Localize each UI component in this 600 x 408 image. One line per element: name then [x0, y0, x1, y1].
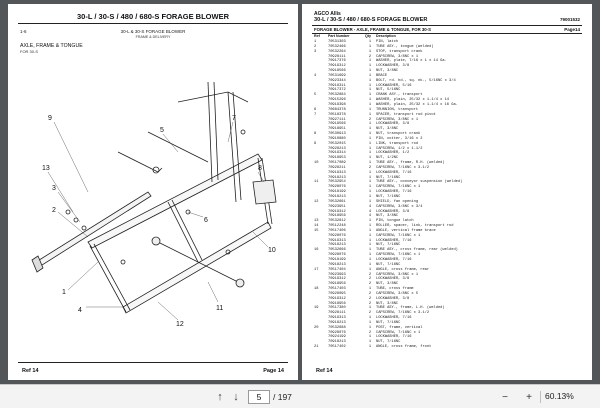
footer-ref: Ref 14 — [22, 368, 39, 374]
row-ref: 18 — [314, 287, 319, 292]
row-ref: 20 — [314, 325, 319, 330]
row-qty: 1 — [368, 170, 372, 175]
row-qty: 1 — [368, 185, 372, 190]
row-qty: 1 — [368, 180, 372, 185]
row-qty: 2 — [368, 277, 372, 282]
row-description: CAPSCREW, 3/8NC x 1 — [376, 117, 419, 122]
row-qty: 1 — [368, 262, 372, 267]
row-description: TUBE ASY., cross frame, rear (welded) — [376, 248, 458, 253]
row-part-number: 70917376 — [328, 59, 346, 64]
row-description: TUBE ASY., frame, R.H. (welded) — [376, 161, 445, 166]
arrow-down-icon[interactable]: ↓ — [233, 391, 239, 403]
page-number-input[interactable]: 5 — [248, 390, 270, 404]
row-part-number: 70919313 — [328, 238, 346, 243]
row-description: CAPSCREW, 7/16NC x 3-1/2 — [376, 311, 430, 316]
row-ref: 14 — [314, 224, 319, 229]
row-part-number: 70530913 — [328, 132, 346, 137]
row-part-number: 70518378 — [328, 112, 346, 117]
row-qty: 1 — [368, 59, 372, 64]
row-part-number: 70517089 — [328, 161, 346, 166]
row-qty: 1 — [368, 161, 372, 166]
row-qty: 1 — [368, 219, 372, 224]
row-qty: 1 — [368, 325, 372, 330]
row-description: ROLLER, spacer, link, transport rod — [376, 224, 454, 229]
row-description: LOCKWASHER, 7/16 — [376, 316, 412, 321]
row-part-number: 70531303 — [328, 40, 346, 44]
subtitle: 30-L & 30-S FORAGE BLOWER — [120, 29, 186, 34]
row-part-number: 70924199 — [328, 335, 346, 340]
row-qty: 1 — [368, 107, 372, 112]
row-qty: 2 — [368, 301, 372, 306]
row-qty: 1 — [368, 98, 372, 103]
row-qty: 2 — [368, 54, 372, 59]
row-description: TUBE ASY., conveyor suspension (welded) — [376, 180, 463, 185]
header-rule-2 — [312, 33, 582, 34]
row-part-number: 70918213 — [328, 262, 346, 267]
row-qty: 1 — [368, 132, 372, 137]
page-total: / 197 — [273, 392, 292, 402]
row-description: LOCKWASHER, 7/16 — [376, 238, 412, 243]
row-ref: 2 — [314, 44, 317, 49]
row-qty: 2 — [368, 165, 372, 170]
row-description: PIN, tongue latch — [376, 219, 414, 224]
row-part-number: 70927111 — [328, 117, 346, 122]
row-description: LOCKWASHER, 1/2 — [376, 151, 410, 156]
row-qty: 1 — [368, 340, 372, 345]
callout-label: 2 — [52, 207, 56, 214]
row-description: CAPSCREW, 7/16NC x 1 — [376, 253, 421, 258]
row-description: NUT, 7/16NC — [376, 340, 401, 345]
row-qty: 1 — [368, 127, 372, 132]
row-description: NUT, 7/16NC — [376, 262, 401, 267]
row-part-number: 70532661 — [328, 199, 346, 204]
callout-label: 3 — [52, 185, 56, 192]
row-description: TUBE ASY., frame, L.H. (welded) — [376, 306, 445, 311]
row-description: BOLT, rd. hd., sq. nk., 5/16NC x 3/4 — [376, 78, 456, 83]
row-part-number: 70928076 — [328, 233, 346, 238]
row-ref: 13 — [314, 219, 319, 224]
row-part-number: 70684378 — [328, 107, 346, 112]
row-description: TRUNNION, transport — [376, 107, 419, 112]
row-part-number: 70918199 — [328, 257, 346, 262]
row-description: LOCKWASHER, 7/16 — [376, 190, 412, 195]
row-part-number: 70919313 — [328, 170, 346, 175]
row-qty: 1 — [368, 49, 372, 54]
row-part-number: 70532666 — [328, 248, 346, 253]
row-description: POST, frame, vertical — [376, 325, 423, 330]
row-qty: 2 — [368, 272, 372, 277]
column-header-description: Description — [376, 34, 396, 38]
row-part-number: 70923993 — [328, 272, 346, 277]
row-part-number: 70923344 — [328, 78, 346, 83]
row-ref: 3 — [314, 49, 317, 54]
row-qty: 1 — [368, 228, 372, 233]
row-description: CAPSCREW, 3/8NC x 5 — [376, 291, 419, 296]
row-part-number: 70918213 — [328, 320, 346, 325]
row-part-number: 70532466 — [328, 44, 346, 49]
diagram-cross-front — [90, 246, 126, 312]
diagram-bolt-1 — [66, 210, 70, 214]
header-rule — [312, 25, 582, 26]
row-qty: 1 — [368, 40, 372, 44]
row-description: NUT, 3/8NC — [376, 301, 399, 306]
column-header-part: Part Number — [328, 34, 350, 38]
row-qty: 1 — [368, 112, 372, 117]
column-header-ref: Ref — [314, 34, 320, 38]
row-description: NUT, 1/2NC — [376, 156, 399, 161]
row-part-number: 70917372 — [328, 88, 346, 93]
row-description: LOCKWASHER, 3/8 — [376, 209, 410, 214]
row-description: NUT, 7/16NC — [376, 175, 401, 180]
row-description: CAPSCREW, 3/8NC x 1 — [376, 272, 419, 277]
row-description: ANGLE, vertical frame brace — [376, 228, 436, 233]
row-ref: 4 — [314, 73, 317, 78]
row-ref: 1 — [314, 40, 317, 44]
row-qty: 1 — [368, 195, 372, 199]
diagram-post-2 — [228, 92, 236, 202]
row-part-number: 70531699 — [328, 73, 346, 78]
row-part-number: 70919314 — [328, 151, 346, 156]
row-qty: 1 — [368, 141, 372, 146]
zoom-in-button[interactable]: + — [526, 391, 532, 403]
section-header: FORAGE BLOWER - AXLE, FRAME & TONGUE, FOR 30-S — [314, 27, 431, 32]
diagram-tongue — [36, 192, 151, 267]
row-part-number: 70928076 — [328, 185, 346, 190]
zoom-level[interactable]: 60.13% — [545, 391, 574, 401]
row-qty: 1 — [368, 306, 372, 311]
row-part-number: 70910880 — [328, 136, 346, 141]
row-ref: 10 — [314, 161, 319, 166]
row-qty: 1 — [368, 267, 372, 272]
row-ref: 21 — [314, 345, 319, 350]
callout-label: 8 — [258, 165, 262, 172]
row-description: ANGLE, cross frame, front — [376, 345, 432, 350]
viewer-toolbar — [0, 384, 600, 408]
row-ref: 11 — [314, 180, 319, 185]
diagram-post-2b — [233, 92, 241, 200]
footer-ref: Ref 14 — [316, 368, 333, 374]
row-description: LOCKWASHER, 7/16 — [376, 335, 412, 340]
row-qty: 1 — [368, 78, 372, 83]
row-part-number: 70928213 — [328, 146, 346, 151]
diagram-cross-mid — [168, 202, 198, 262]
row-qty: 2 — [368, 311, 372, 316]
row-description: ANGLE, cross frame, rear — [376, 267, 430, 272]
callout-label: 9 — [48, 115, 52, 122]
parts-table — [314, 40, 584, 350]
diagram-brace — [148, 132, 208, 162]
row-ref: 8 — [314, 132, 317, 137]
row-part-number: 70915296 — [328, 98, 346, 103]
row-part-number: 70928076 — [328, 253, 346, 258]
row-part-number: 70517406 — [328, 228, 346, 233]
row-qty: 1 — [368, 248, 372, 253]
row-part-number: 70532884 — [328, 93, 346, 98]
diagram-bolt-4 — [121, 260, 125, 264]
row-description: CAPSCREW, 7/16NC x 1 — [376, 185, 421, 190]
row-qty: 1 — [368, 345, 372, 350]
section-subtitle: FOR 30-S — [20, 49, 39, 54]
row-description: WASHER, plain, 25/32 x 1-1/4 x 16 Ga. — [376, 102, 458, 107]
diagram-cross-front-2 — [94, 244, 130, 310]
row-description: NUT, 3/8NC — [376, 282, 399, 287]
arrow-up-icon[interactable]: ↑ — [217, 391, 223, 403]
row-qty: 1 — [368, 257, 372, 262]
row-part-number: 70918213 — [328, 243, 346, 248]
callout-label: 10 — [268, 247, 276, 254]
row-part-number: 70918953 — [328, 156, 346, 161]
row-part-number: 70918213 — [328, 175, 346, 180]
row-description: CAPSCREW, 7/16NC x 3-1/2 — [376, 165, 430, 170]
callout-label: 12 — [176, 321, 184, 328]
row-qty: 1 — [368, 316, 372, 321]
row-description: LOCKWASHER, 3/8 — [376, 277, 410, 282]
row-part-number: 70532264 — [328, 49, 346, 54]
row-description: LOCKWASHER, 5/16 — [376, 83, 412, 88]
callout-label: 5 — [160, 127, 164, 134]
row-qty: 1 — [368, 190, 372, 195]
row-part-number: 70919566 — [328, 122, 346, 127]
row-ref: 9 — [314, 141, 317, 146]
row-description: LINK, transport rod — [376, 141, 419, 146]
row-qty: 4 — [368, 204, 372, 209]
zoom-out-button[interactable]: − — [502, 391, 508, 403]
row-part-number: 70918956 — [328, 282, 346, 287]
row-description: CRANK ASY., transport — [376, 93, 423, 98]
row-ref: 16 — [314, 248, 319, 253]
row-part-number: 70919312 — [328, 64, 346, 69]
row-qty: 1 — [368, 44, 372, 49]
diagram-suspension — [178, 92, 248, 102]
row-ref: 6 — [314, 107, 317, 112]
row-description: NUT, 5/16NC — [376, 88, 401, 93]
row-description: NUT, 7/16NC — [376, 243, 401, 248]
row-qty: 1 — [368, 93, 372, 98]
row-description: LOCKWASHER, 3/8 — [376, 64, 410, 69]
row-part-number: 70918956 — [328, 214, 346, 219]
row-part-number: 70532812 — [328, 219, 346, 224]
row-description: SHIELD, fan opening — [376, 199, 419, 204]
row-qty: 1 — [368, 287, 372, 292]
row-description: CAPSCREW, 7/16NC x 1 — [376, 233, 421, 238]
row-qty: 2 — [368, 117, 372, 122]
row-description: NUT, 3/8NC — [376, 214, 399, 219]
row-description: CAPSCREW, 3/8NC x 3/4 — [376, 204, 423, 209]
row-part-number: 70923951 — [328, 204, 346, 209]
page-title: 30-L / 30-S / 480 / 680-S FORAGE BLOWER — [77, 12, 229, 21]
callout-label: 7 — [232, 115, 236, 122]
callout-label: 11 — [216, 305, 224, 312]
row-qty: 1 — [368, 83, 372, 88]
row-qty: 2 — [368, 282, 372, 287]
title-rule — [18, 23, 288, 24]
row-part-number: 70918951 — [328, 127, 346, 132]
row-qty: 4 — [368, 209, 372, 214]
row-part-number: 70919312 — [328, 277, 346, 282]
row-qty: 1 — [368, 146, 372, 151]
row-qty: 1 — [368, 253, 372, 258]
diagram-wheel-hub-1 — [152, 237, 160, 245]
row-part-number: 70919312 — [328, 296, 346, 301]
toolbar-separator — [540, 391, 541, 403]
section-code: 1-6 — [20, 29, 27, 34]
row-ref: 15 — [314, 228, 319, 233]
row-description: LOCKWASHER, 7/16 — [376, 170, 412, 175]
row-qty: 1 — [368, 199, 372, 204]
row-qty: 1 — [368, 238, 372, 243]
row-qty: 1 — [368, 88, 372, 93]
document-number: 79001532 — [559, 17, 580, 22]
row-description: TUBE ASY., tongue (welded) — [376, 44, 434, 49]
subtitle-secondary: FRAME & DELIVERY — [135, 35, 171, 39]
callout-label: 13 — [42, 165, 50, 172]
page-title: 30-L / 30-S / 480 / 680-S FORAGE BLOWER — [314, 17, 428, 23]
row-description: LOCKWASHER, 7/16 — [376, 257, 412, 262]
row-qty: 2 — [368, 330, 372, 335]
row-part-number: 70928211 — [328, 165, 346, 170]
diagram-crank — [118, 152, 162, 172]
row-part-number: 70919313 — [328, 316, 346, 321]
row-qty: 2 — [368, 291, 372, 296]
page-diagram — [8, 4, 298, 380]
row-part-number: 70928095 — [328, 291, 346, 296]
row-qty: 1 — [368, 224, 372, 229]
brand-label: AGCO Allis — [314, 11, 341, 17]
row-qty: 1 — [368, 243, 372, 248]
table-row — [314, 345, 584, 350]
row-part-number: 70517402 — [328, 345, 346, 350]
row-description: NUT, 3/8NC — [376, 127, 399, 132]
row-part-number: 70918213 — [328, 195, 346, 199]
row-description: TUBE, cross frame — [376, 287, 414, 292]
row-part-number: 70918199 — [328, 190, 346, 195]
row-description: STOP, transport crank — [376, 49, 423, 54]
row-part-number: 70919312 — [328, 209, 346, 214]
diagram-wheel-hub-2 — [236, 279, 244, 287]
page-navigation — [212, 388, 320, 406]
row-description: CAPSCREW, 1/2 x 1-1/2 — [376, 146, 423, 151]
row-description: WASHER, plain, 25/32 x 1-1/4 x 14 — [376, 98, 450, 103]
page-label: Page14 — [564, 27, 580, 32]
row-description: SPACER, transport rod pivot — [376, 112, 436, 117]
row-qty: 1 — [368, 64, 372, 69]
row-qty: 1 — [368, 320, 372, 325]
row-part-number: 70517404 — [328, 267, 346, 272]
row-part-number: 70532688 — [328, 325, 346, 330]
row-description: PIN, latch — [376, 40, 399, 44]
row-description: NUT, transport crank — [376, 132, 421, 137]
row-qty: 1 — [368, 233, 372, 238]
row-ref: 17 — [314, 267, 319, 272]
callout-label: 4 — [78, 307, 82, 314]
row-qty: 1 — [368, 335, 372, 340]
row-description: CAPSCREW, 3/8NC x 1 — [376, 54, 419, 59]
row-qty: 1 — [368, 156, 372, 161]
footer-page: Page 14 — [263, 368, 284, 374]
diagram-bolt-3 — [82, 226, 86, 230]
section-title: AXLE, FRAME & TONGUE — [20, 43, 83, 49]
row-part-number: 70928111 — [328, 311, 346, 316]
row-part-number: 70918213 — [328, 340, 346, 345]
row-part-number: 70517403 — [328, 287, 346, 292]
row-description: NUT, 7/16NC — [376, 195, 401, 199]
exploded-parts-diagram — [28, 62, 283, 332]
row-part-number: 70918956 — [328, 301, 346, 306]
row-part-number: 70512248 — [328, 224, 346, 229]
row-ref: 5 — [314, 93, 317, 98]
row-part-number: 70919311 — [328, 83, 346, 88]
row-description: LOCKWASHER, 3/8 — [376, 296, 410, 301]
row-description: BRACE — [376, 73, 388, 78]
row-description: PIN, cotter, 3/16 x 2 — [376, 136, 423, 141]
row-ref: 19 — [314, 306, 319, 311]
row-part-number: 70928076 — [328, 330, 346, 335]
row-part-number: 70919398 — [328, 102, 346, 107]
row-qty: 1 — [368, 175, 372, 180]
row-description: WASHER, plate, 7/16 x 1 x 14 Ga. — [376, 59, 447, 64]
diagram-bolt-7 — [241, 130, 245, 134]
callout-label: 1 — [62, 289, 66, 296]
row-part-number: 70532015 — [328, 141, 346, 146]
row-ref: 7 — [314, 112, 317, 117]
row-qty: 2 — [368, 296, 372, 301]
row-part-number: 70532954 — [328, 180, 346, 185]
diagram-post-1b — [214, 82, 218, 180]
row-qty: 1 — [368, 136, 372, 141]
row-qty: 1 — [368, 122, 372, 127]
row-description: NUT, 3/8NC — [376, 69, 399, 74]
row-description: NUT, 7/16NC — [376, 320, 401, 325]
row-description: LOCKWASHER, 3/8 — [376, 122, 410, 127]
column-header-qty: Qty — [365, 34, 371, 38]
row-part-number: 70517380 — [328, 306, 346, 311]
row-qty: 4 — [368, 214, 372, 219]
row-qty: 1 — [368, 151, 372, 156]
row-qty: 1 — [368, 69, 372, 74]
diagram-shield — [253, 180, 276, 204]
row-part-number: 70928111 — [328, 54, 346, 59]
footer-rule — [18, 362, 288, 363]
row-ref: 12 — [314, 199, 319, 204]
row-qty: 1 — [368, 102, 372, 107]
page-parts-list — [302, 4, 592, 380]
diagram-post-1 — [208, 82, 212, 182]
diagram-frame-lh — [123, 222, 271, 313]
row-qty: 1 — [368, 73, 372, 78]
row-description: CAPSCREW, 7/16NC x 1 — [376, 330, 421, 335]
row-part-number: 70918566 — [328, 69, 346, 74]
callout-label: 6 — [204, 217, 208, 224]
